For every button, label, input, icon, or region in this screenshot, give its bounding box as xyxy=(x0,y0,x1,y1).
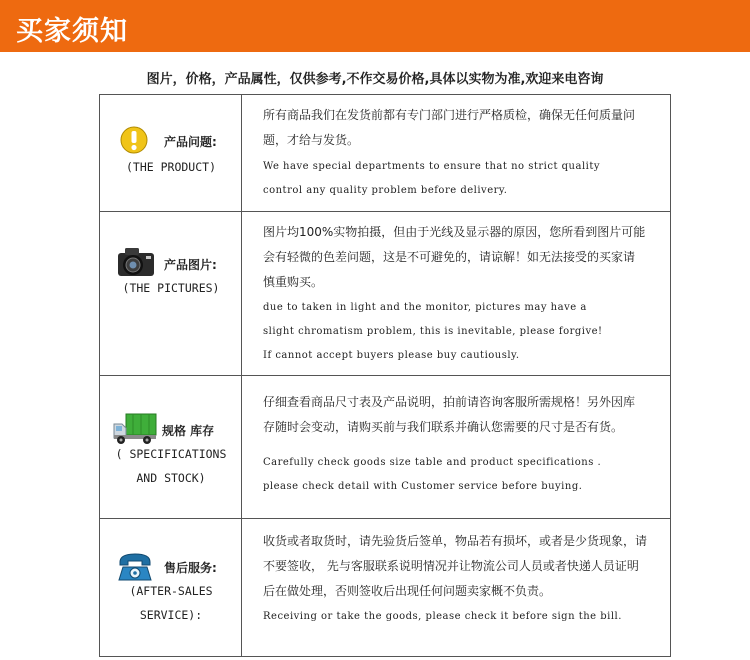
section-title-en: ( SPECIFICATIONS AND STOCK) xyxy=(115,447,227,485)
section-title: 规格 库存 xyxy=(162,424,215,438)
section-text-cn: 仔细查看商品尺寸表及产品说明，拍前请咨询客服所需规格！另外因库 存随时会变动，请购买前与我们联系并确认您需要的尺寸是否有货。 xyxy=(263,395,636,434)
section-pictures-label-cell xyxy=(100,212,242,375)
section-text-en: We have special departments to ensure that no strict quality control any quality problem before delivery. xyxy=(263,161,601,196)
section-text-en: Receiving or take the goods, please check it before sign the bill. xyxy=(263,611,622,622)
page-title: 买家须知 xyxy=(16,16,128,47)
section-text-en: Carefully check goods size table and product specifications . please check detail with Customer service before buying. xyxy=(263,457,602,492)
section-text-en: due to taken in light and the monitor, pictures may have a slight chromatism problem, this is inevitable, please forgive! If cannot accept buyers please buy cautiously. xyxy=(263,302,603,361)
section-product xyxy=(100,95,670,212)
section-title-en: (THE PRODUCT) xyxy=(125,160,216,174)
section-after-sales xyxy=(100,519,670,656)
section-after-sales-label-cell xyxy=(100,519,242,656)
section-text-cn: 图片均100%实物拍摄，但由于光线及显示器的原因，您所看到图片可能 会有轻微的色差问题，这是不可避免的，请谅解！如无法接受的买家请 慎重购买。 xyxy=(263,225,646,289)
section-text-cn: 所有商品我们在发货前都有专门部门进行严格质检，确保无任何质量问 题，才给与发货。 xyxy=(263,108,636,147)
section-pictures xyxy=(100,212,670,376)
notice-table xyxy=(99,94,671,657)
section-specifications-label-cell xyxy=(100,376,242,518)
section-product-content xyxy=(243,95,670,211)
notice-subtitle: 图片，价格，产品属性，仅供参考,不作交易价格,具体以实物为准,欢迎来电咨询 xyxy=(146,72,604,87)
section-title: 产品问题: xyxy=(164,135,217,149)
section-specifications-content xyxy=(243,376,670,518)
section-title: 售后服务: xyxy=(164,561,217,575)
section-after-sales-content xyxy=(243,519,670,656)
section-pictures-content xyxy=(243,212,670,375)
section-title-en: (AFTER-SALES SERVICE): xyxy=(129,584,213,622)
camera-icon xyxy=(117,246,155,278)
delivery-truck-icon xyxy=(113,411,157,445)
header-banner xyxy=(0,0,750,52)
section-title: 产品图片: xyxy=(164,258,217,272)
exclamation-icon xyxy=(120,126,148,154)
section-product-label-cell xyxy=(100,95,242,211)
section-specifications xyxy=(100,376,670,519)
section-text-cn: 收货或者取货时，请先验货后签单，物品若有损坏，或者是少货现象，请 不要签收， 先与客服联系说明情况并让物流公司人员或者快递人员证明 后在做处理，否则签收后出现任何问题卖家概不负责。 xyxy=(263,534,648,598)
section-title-en: (THE PICTURES) xyxy=(122,281,220,295)
